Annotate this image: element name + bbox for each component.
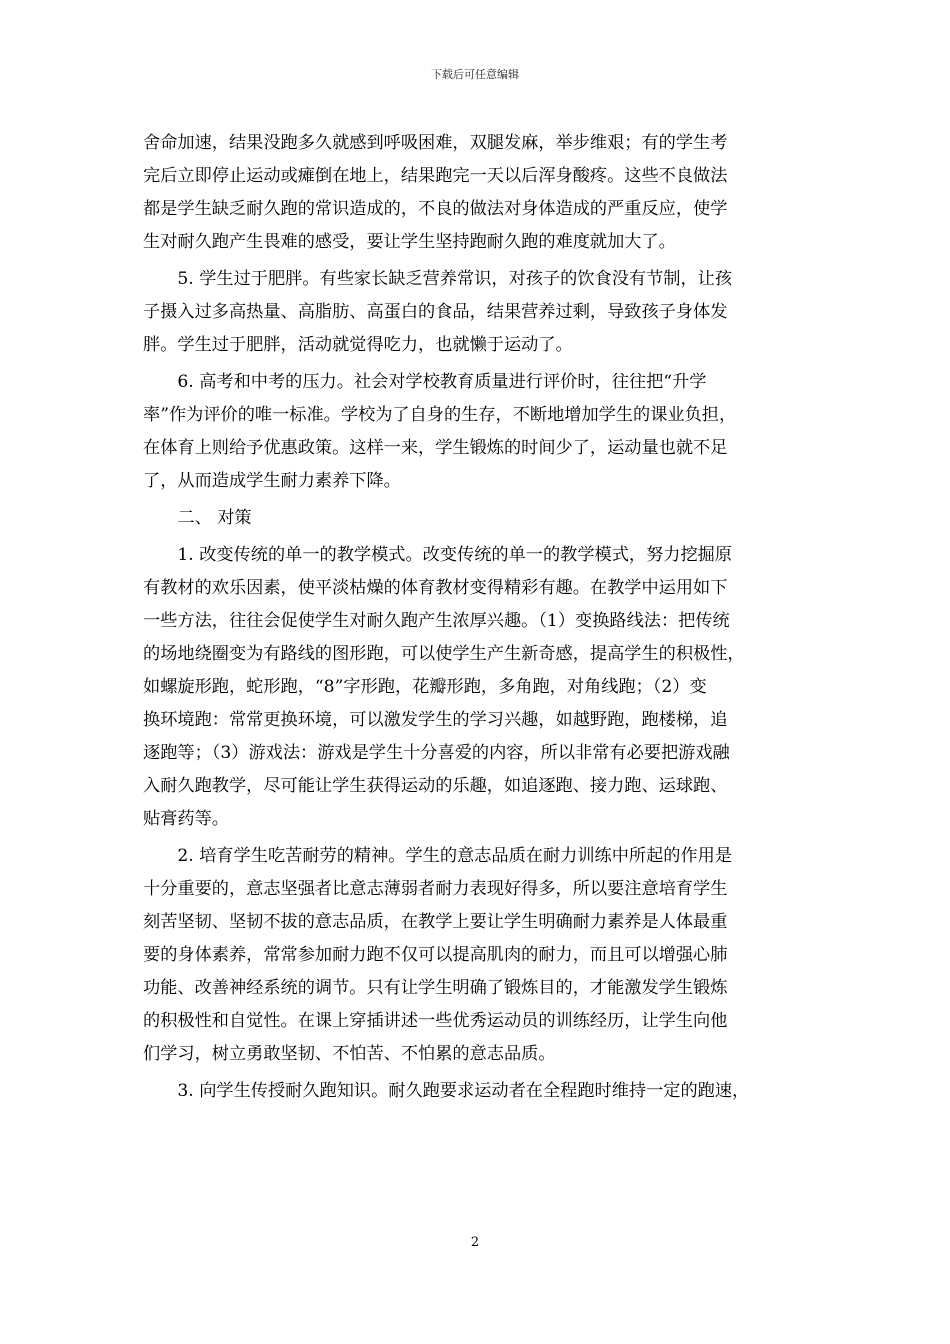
text-line: 们学习，树立勇敢坚韧、不怕苦、不怕累的意志品质。	[143, 1044, 556, 1064]
section-heading: 二、 对策	[143, 508, 252, 528]
text-line: 生对耐久跑产生畏难的感受，要让学生坚持跑耐久跑的难度就加大了。	[143, 232, 676, 252]
text-line: 的积极性和自觉性。在课上穿插讲述一些优秀运动员的训练经历，让学生向他	[143, 1011, 728, 1031]
text-line: 十分重要的，意志坚强者比意志薄弱者耐力表现好得多，所以要注意培育学生	[143, 879, 728, 899]
text-line: 如螺旋形跑，蛇形跑，“8”字形跑，花瓣形跑，多角跑，对角线跑；（2）变	[143, 677, 707, 697]
text-line: 有教材的欢乐因素，使平淡枯燥的体育教材变得精彩有趣。在教学中运用如下	[143, 578, 728, 598]
text-line: 入耐久跑教学，尽可能让学生获得运动的乐趣，如追逐跑、接力跑、运球跑、	[143, 776, 728, 796]
text-line: 刻苦坚韧、坚韧不拔的意志品质，在教学上要让学生明确耐力素养是人体最重	[143, 912, 728, 932]
text-line: 1. 改变传统的单一的教学模式。改变传统的单一的教学模式，努力挖掘原	[143, 545, 733, 565]
text-line: 一些方法，往往会促使学生对耐久跑产生浓厚兴趣。（1）变换路线法：把传统	[143, 611, 730, 631]
text-line: 要的身体素养，常常参加耐力跑不仅可以提高肌肉的耐力，而且可以增强心肺	[143, 945, 728, 965]
text-line: 6. 高考和中考的压力。社会对学校教育质量进行评价时，往往把“升学	[143, 372, 707, 392]
page-header: 下载后可任意编辑	[431, 68, 519, 81]
text-line: 换环境跑：常常更换环境，可以激发学生的学习兴趣，如越野跑，跑楼梯，追	[143, 710, 728, 730]
text-line: 都是学生缺乏耐久跑的常识造成的，不良的做法对身体造成的严重反应，使学	[143, 199, 728, 219]
text-line: 5. 学生过于肥胖。有些家长缺乏营养常识，对孩子的饮食没有节制，让孩	[143, 269, 733, 289]
text-line: 舍命加速，结果没跑多久就感到呼吸困难，双腿发麻，举步维艰；有的学生考	[143, 133, 728, 153]
text-line: 子摄入过多高热量、高脂肪、高蛋白的食品，结果营养过剩，导致孩子身体发	[143, 302, 728, 322]
text-line: 在体育上则给予优惠政策。这样一来，学生锻炼的时间少了，运动量也就不足	[143, 438, 728, 458]
text-line: 逐跑等；（3）游戏法：游戏是学生十分喜爱的内容，所以非常有必要把游戏融	[143, 743, 730, 763]
text-line: 2. 培育学生吃苦耐劳的精神。学生的意志品质在耐力训练中所起的作用是	[143, 846, 733, 866]
page-number: 2	[470, 1235, 480, 1250]
body-text	[143, 127, 813, 1108]
text-line: 的场地绕圈变为有路线的图形跑，可以使学生产生新奇感，提高学生的积极性，	[143, 644, 745, 664]
text-line: 功能、改善神经系统的调节。只有让学生明确了锻炼目的，才能激发学生锻炼	[143, 978, 728, 998]
text-line: 完后立即停止运动或瘫倒在地上，结果跑完一天以后浑身酸疼。这些不良做法	[143, 166, 728, 186]
text-line: 贴膏药等。	[143, 809, 229, 829]
text-line: 率”作为评价的唯一标准。学校为了自身的生存，不断地增加学生的课业负担，	[143, 405, 737, 425]
text-line: 胖。学生过于肥胖，活动就觉得吃力，也就懒于运动了。	[143, 335, 573, 355]
text-line: 3. 向学生传授耐久跑知识。耐久跑要求运动者在全程跑时维持一定的跑速，	[143, 1081, 750, 1101]
text-line: 了，从而造成学生耐力素养下降。	[143, 471, 401, 491]
